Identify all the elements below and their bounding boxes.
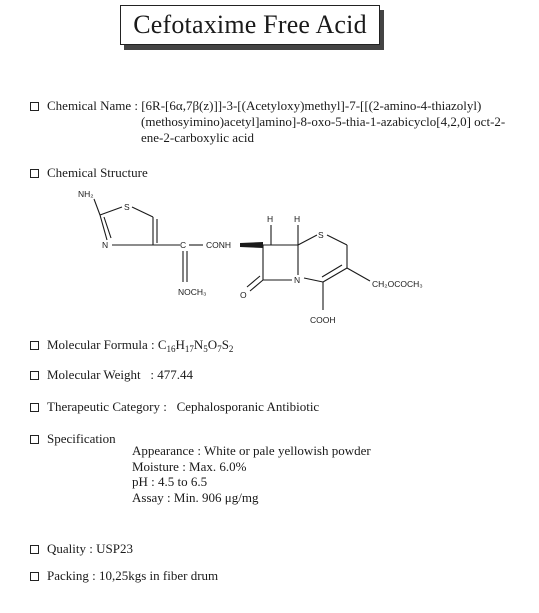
- atom-s-thiazole: S: [124, 202, 130, 212]
- atom-conh: CONH: [206, 240, 232, 250]
- atom-ch2ococh3: CH₂OCOCH₃: [372, 279, 423, 289]
- chemical-name-line1: [6R-[6α,7β(z)]]-3-[(Acetyloxy)methyl]-7-[[(2-amino-4-thiazolyl): [141, 98, 482, 113]
- molecular-formula-value: $C_{16}H_{17}N_5O_7S_2$: [157, 337, 234, 354]
- spec-appearance: Appearance : White or pale yellowish powder: [132, 443, 371, 458]
- chemical-name-line2: (methosyimino)acetyl]amino]-8-oxo-5-thia-1-azabicyclo[4,2,0] oct-2-: [141, 114, 506, 129]
- checkbox-bullet-icon: [30, 371, 39, 380]
- molecular-weight-label: Molecular Weight: [47, 367, 141, 382]
- atom-nh2: NH₂: [78, 189, 94, 199]
- quality-row: Quality : USP23: [30, 541, 133, 556]
- checkbox-bullet-icon: [30, 545, 39, 554]
- atom-h2: H: [294, 214, 301, 224]
- atom-c: C: [180, 240, 187, 250]
- therapeutic-category-label: Therapeutic Category :: [47, 399, 167, 414]
- atom-cooh: COOH: [310, 315, 336, 325]
- chemical-structure-heading: Chemical Structure: [30, 165, 148, 180]
- checkbox-bullet-icon: [30, 169, 39, 178]
- atom-n-thiazole: N: [102, 240, 109, 250]
- checkbox-bullet-icon: [30, 403, 39, 412]
- molecular-weight-row: [30, 367, 193, 382]
- atom-noch3: NOCH₃: [178, 287, 207, 297]
- molecular-formula-row: [30, 337, 233, 352]
- chemical-name-label: Chemical Name :: [47, 98, 138, 113]
- atom-n-ring: N: [294, 275, 301, 285]
- spec-assay: Assay : Min. 906 μg/mg: [132, 489, 259, 505]
- therapeutic-category-row: [30, 399, 319, 414]
- atom-s-ring: S: [318, 230, 324, 240]
- page-title: Cefotaxime Free Acid: [120, 5, 380, 45]
- spec-ph: pH : 4.5 to 6.5: [132, 474, 208, 489]
- specification-details: [132, 443, 371, 505]
- chemical-name-line3: ene-2-carboxylic acid: [141, 130, 254, 145]
- atom-o: O: [240, 290, 247, 300]
- molecular-formula-label: Molecular Formula :: [47, 337, 155, 352]
- specification-heading: Specification: [30, 431, 116, 446]
- wedge-bond: [240, 242, 263, 248]
- spec-moisture: Moisture : Max. 6.0%: [132, 458, 247, 474]
- checkbox-bullet-icon: [30, 341, 39, 350]
- checkbox-bullet-icon: [30, 435, 39, 444]
- atom-h1: H: [267, 214, 274, 224]
- therapeutic-category-value: Cephalosporanic Antibiotic: [176, 399, 320, 414]
- molecular-weight-value: : 477.44: [150, 367, 194, 382]
- checkbox-bullet-icon: [30, 102, 39, 111]
- packing-row: Packing : 10,25kgs in fiber drum: [30, 568, 218, 583]
- chemical-structure-diagram: [70, 185, 460, 335]
- chemical-name-section: [30, 98, 535, 146]
- checkbox-bullet-icon: [30, 572, 39, 581]
